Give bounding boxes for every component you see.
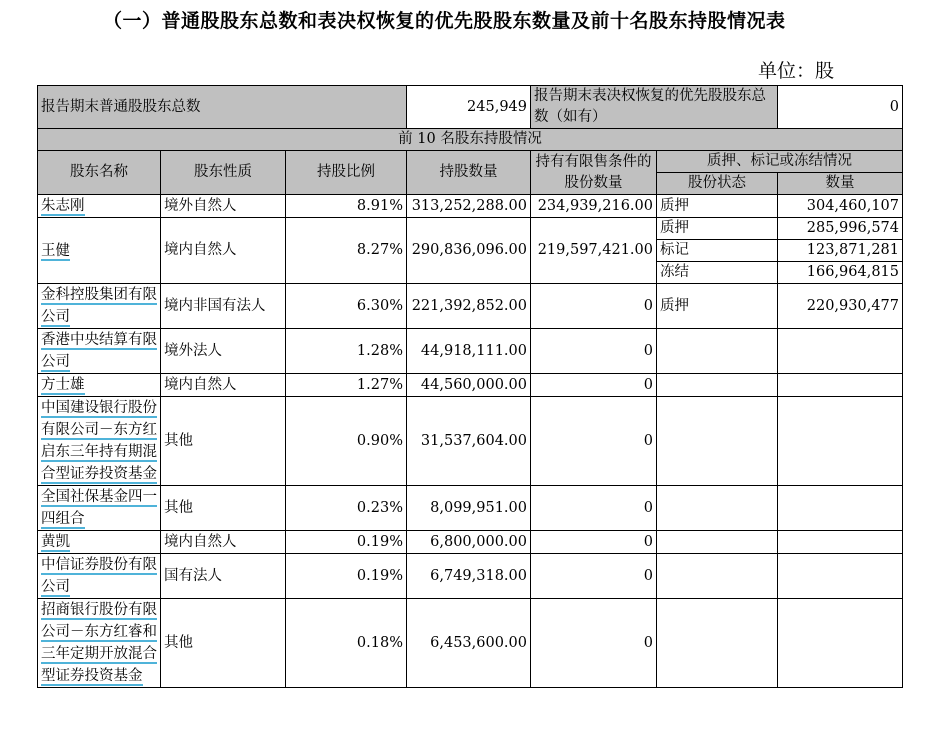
shareholder-restricted: 0 xyxy=(531,531,657,554)
shareholder-nature: 境内自然人 xyxy=(161,374,286,397)
shareholder-nature: 其他 xyxy=(161,599,286,688)
shareholder-shares: 6,749,318.00 xyxy=(407,554,531,599)
shareholder-shares: 6,800,000.00 xyxy=(407,531,531,554)
shareholder-ratio: 1.27% xyxy=(286,374,407,397)
shareholder-nature: 其他 xyxy=(161,397,286,486)
shareholder-name xyxy=(38,374,161,397)
shareholder-table xyxy=(37,85,903,688)
header-name: 股东名称 xyxy=(38,151,161,195)
shareholder-nature: 其他 xyxy=(161,486,286,531)
pledge-quantity: 123,871,281 xyxy=(778,240,903,262)
shareholder-restricted: 0 xyxy=(531,284,657,329)
shareholder-restricted: 0 xyxy=(531,397,657,486)
shareholder-name-link[interactable]: 朱志刚 xyxy=(41,198,85,214)
shareholder-name xyxy=(38,195,161,218)
table-row xyxy=(38,554,903,599)
pledge-quantity: 304,460,107 xyxy=(778,195,903,218)
table-row xyxy=(38,284,903,329)
shareholder-shares: 6,453,600.00 xyxy=(407,599,531,688)
summary-value-preferred: 0 xyxy=(778,86,903,129)
shareholder-name xyxy=(38,599,161,688)
shareholder-nature: 境内自然人 xyxy=(161,218,286,284)
pledge-status xyxy=(657,329,778,374)
pledge-quantity xyxy=(778,329,903,374)
shareholder-ratio: 8.27% xyxy=(286,218,407,284)
table-row xyxy=(38,531,903,554)
pledge-status xyxy=(657,397,778,486)
shareholder-ratio: 0.18% xyxy=(286,599,407,688)
pledge-status: 质押 xyxy=(657,284,778,329)
pledge-quantity: 285,996,574 xyxy=(778,218,903,240)
shareholder-restricted: 0 xyxy=(531,599,657,688)
shareholder-shares: 44,560,000.00 xyxy=(407,374,531,397)
table-row xyxy=(38,374,903,397)
shareholder-nature: 国有法人 xyxy=(161,554,286,599)
shareholder-ratio: 0.90% xyxy=(286,397,407,486)
shareholder-shares: 31,537,604.00 xyxy=(407,397,531,486)
summary-value-common: 245,949 xyxy=(407,86,531,129)
pledge-status xyxy=(657,374,778,397)
shareholder-name-link[interactable]: 香港中央结算有限公司 xyxy=(41,332,157,370)
shareholder-ratio: 6.30% xyxy=(286,284,407,329)
summary-label-common: 报告期末普通股股东总数 xyxy=(38,86,407,129)
table-body xyxy=(38,195,903,688)
shareholder-name xyxy=(38,554,161,599)
shareholder-ratio: 1.28% xyxy=(286,329,407,374)
shareholder-name xyxy=(38,486,161,531)
header-quantity: 数量 xyxy=(778,173,903,195)
header-ratio: 持股比例 xyxy=(286,151,407,195)
header-nature: 股东性质 xyxy=(161,151,286,195)
pledge-quantity xyxy=(778,599,903,688)
pledge-quantity xyxy=(778,531,903,554)
table-row xyxy=(38,486,903,531)
shareholder-nature: 境内非国有法人 xyxy=(161,284,286,329)
shareholder-ratio: 0.19% xyxy=(286,554,407,599)
header-restricted: 持有有限售条件的股份数量 xyxy=(531,151,657,195)
shareholder-name xyxy=(38,218,161,284)
shareholder-shares: 8,099,951.00 xyxy=(407,486,531,531)
pledge-status: 冻结 xyxy=(657,262,778,284)
shareholder-name-link[interactable]: 金科控股集团有限公司 xyxy=(41,287,157,325)
shareholder-restricted: 234,939,216.00 xyxy=(531,195,657,218)
shareholder-name-link[interactable]: 黄凯 xyxy=(41,534,70,550)
shareholder-shares: 44,918,111.00 xyxy=(407,329,531,374)
shareholder-restricted: 219,597,421.00 xyxy=(531,218,657,284)
pledge-status xyxy=(657,554,778,599)
shareholder-shares: 290,836,096.00 xyxy=(407,218,531,284)
table-row xyxy=(38,397,903,486)
shareholder-name xyxy=(38,284,161,329)
pledge-quantity xyxy=(778,397,903,486)
pledge-quantity xyxy=(778,374,903,397)
pledge-status: 质押 xyxy=(657,195,778,218)
shareholder-ratio: 0.23% xyxy=(286,486,407,531)
header-shares: 持股数量 xyxy=(407,151,531,195)
shareholder-name xyxy=(38,531,161,554)
shareholder-name-link[interactable]: 中信证券股份有限公司 xyxy=(41,557,157,595)
shareholder-name-link[interactable]: 中国建设银行股份有限公司－东方红启东三年持有期混合型证券投资基金 xyxy=(41,400,157,482)
shareholder-name xyxy=(38,329,161,374)
shareholder-name-link[interactable]: 方士雄 xyxy=(41,377,85,393)
pledge-status xyxy=(657,486,778,531)
section-title: 前 10 名股东持股情况 xyxy=(38,129,903,151)
pledge-quantity xyxy=(778,554,903,599)
shareholder-name-link[interactable]: 招商银行股份有限公司－东方红睿和三年定期开放混合型证券投资基金 xyxy=(41,602,157,684)
shareholder-restricted: 0 xyxy=(531,486,657,531)
shareholder-name-link[interactable]: 全国社保基金四一四组合 xyxy=(41,489,157,527)
pledge-quantity: 166,964,815 xyxy=(778,262,903,284)
shareholder-nature: 境外法人 xyxy=(161,329,286,374)
summary-row xyxy=(38,86,903,129)
shareholder-shares: 221,392,852.00 xyxy=(407,284,531,329)
pledge-status xyxy=(657,531,778,554)
shareholder-ratio: 0.19% xyxy=(286,531,407,554)
header-pledge-group: 质押、标记或冻结情况 xyxy=(657,151,903,173)
pledge-quantity: 220,930,477 xyxy=(778,284,903,329)
header-row xyxy=(38,151,903,173)
shareholder-nature: 境内自然人 xyxy=(161,531,286,554)
pledge-quantity xyxy=(778,486,903,531)
summary-label-preferred: 报告期末表决权恢复的优先股股东总数（如有） xyxy=(531,86,778,129)
shareholder-ratio: 8.91% xyxy=(286,195,407,218)
header-status: 股份状态 xyxy=(657,173,778,195)
page-title: （一）普通股股东总数和表决权恢复的优先股股东数量及前十名股东持股情况表 xyxy=(103,10,786,32)
shareholder-name-link[interactable]: 王健 xyxy=(41,242,70,259)
shareholder-shares: 313,252,288.00 xyxy=(407,195,531,218)
table-row xyxy=(38,329,903,374)
shareholder-nature: 境外自然人 xyxy=(161,195,286,218)
pledge-status: 标记 xyxy=(657,240,778,262)
pledge-status: 质押 xyxy=(657,218,778,240)
unit-label: 单位：股 xyxy=(758,60,835,82)
shareholder-restricted: 0 xyxy=(531,374,657,397)
section-title-row xyxy=(38,129,903,151)
pledge-status xyxy=(657,599,778,688)
table-row xyxy=(38,195,903,218)
table-row xyxy=(38,218,903,240)
shareholder-restricted: 0 xyxy=(531,554,657,599)
shareholder-name xyxy=(38,397,161,486)
shareholder-restricted: 0 xyxy=(531,329,657,374)
table-row xyxy=(38,599,903,688)
